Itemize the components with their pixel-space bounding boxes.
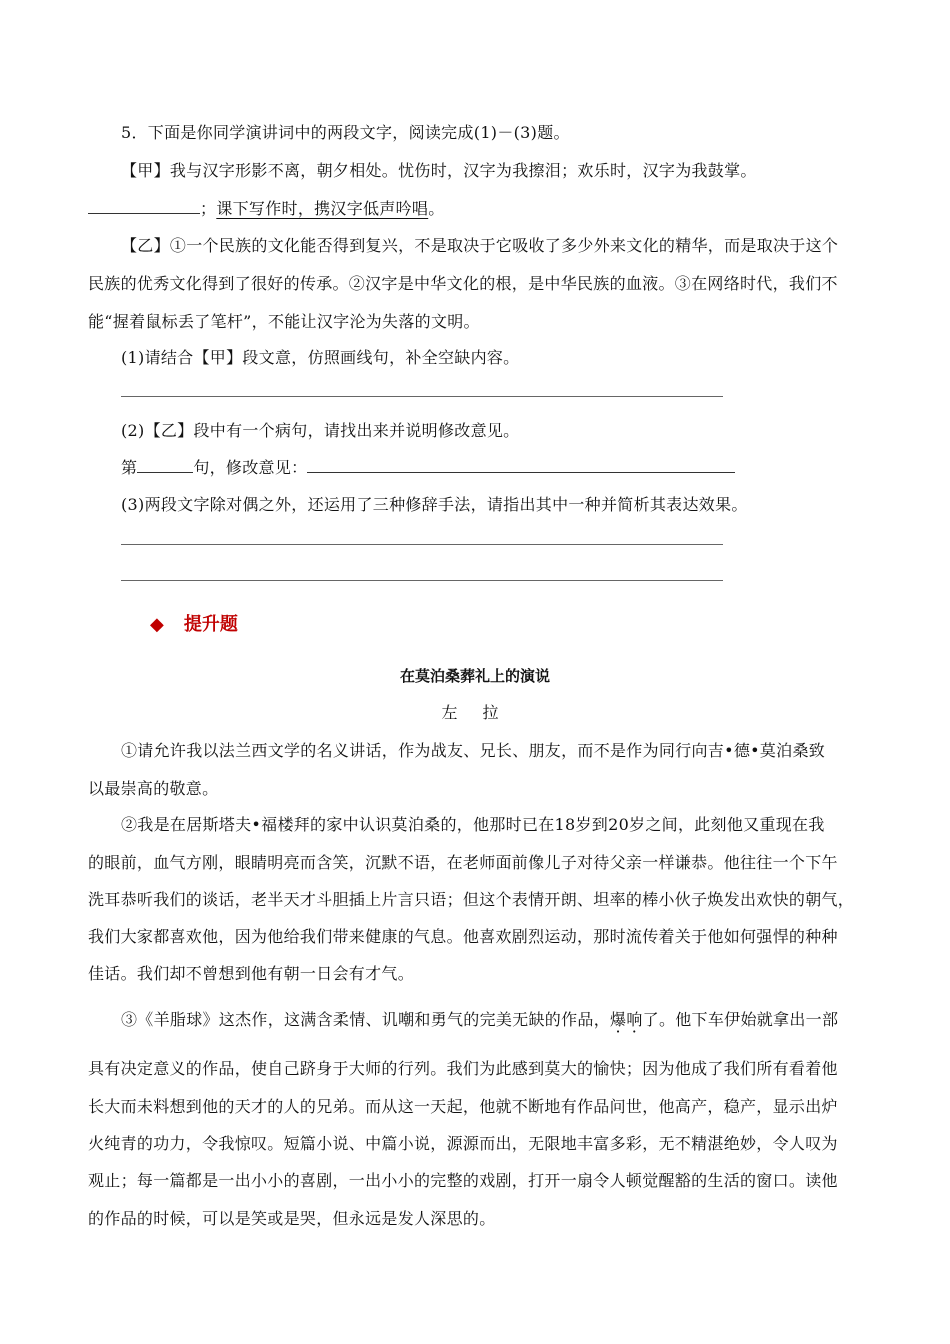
passage-jia-blank-line: [88, 196, 445, 219]
sub-question-2: (2)【乙】段中有一个病句，请找出来并说明修改意见。: [121, 421, 520, 440]
paragraph-3-line-2: 具有决定意义的作品，使自己跻身于大师的行列。我们为此感到莫大的愉快；因为他成了我们所有看着他: [88, 1059, 838, 1078]
sentence-number-blank[interactable]: [137, 458, 193, 473]
sub-question-2-answer: [121, 455, 735, 478]
revision-label: 句，修改意见：: [193, 458, 308, 477]
paragraph-3-text-b: 了。他下车伊始就拿出一部: [642, 1010, 839, 1029]
section-heading: [150, 610, 238, 636]
paragraph-2-line-3: 洗耳恭听我们的谈话，老半天才斗胆插上片言只语；但这个表情开朗、坦率的棒小伙子焕发出欢快的朝气，: [88, 890, 855, 909]
revision-blank[interactable]: [307, 458, 735, 473]
paragraph-3-line-1: [121, 1007, 838, 1030]
underlined-sentence: 课下写作时，携汉字低声吟唱: [216, 199, 429, 218]
fill-blank[interactable]: [88, 199, 200, 214]
sentence-number-prefix: 第: [121, 458, 138, 477]
paragraph-2-line-2: 的眼前，血气方刚，眼睛明亮而含笑，沉默不语，在老师面前像儿子对待父亲一样谦恭。他往往一个下午: [88, 853, 838, 872]
paragraph-3-line-4: 火纯青的功力，令我惊叹。短篇小说、中篇小说，源源而出，无限地丰富多彩，无不精湛绝妙，令人叹为: [88, 1134, 838, 1153]
sentence-end: 。: [428, 199, 445, 218]
question-intro: 5．下面是你同学演讲词中的两段文字，阅读完成(1)－(3)题。: [121, 123, 570, 142]
paragraph-3-line-3: 长大而未料想到他的天才的人的兄弟。而从这一天起，他就不断地有作品问世，他高产，稳产，显示出炉: [88, 1097, 838, 1116]
sub-question-3: (3)两段文字除对偶之外，还运用了三种修辞手法，请指出其中一种并简析其表达效果。: [121, 495, 748, 514]
section-heading-text: 提升题: [183, 614, 238, 635]
answer-line-1[interactable]: [121, 396, 723, 397]
passage-yi-line-3: 能“握着鼠标丢了笔杆”，不能让汉字沦为失落的文明。: [88, 312, 480, 331]
paragraph-1-line-1: ①请允许我以法兰西文学的名义讲话，作为战友、兄长、朋友，而不是作为同行向吉•德•莫泊桑致: [121, 741, 826, 760]
article-author: 左 拉: [441, 703, 509, 722]
paragraph-3-text-a: ③《羊脂球》这杰作，这满含柔情、讥嘲和勇气的完美无缺的作品，: [121, 1010, 611, 1029]
emphasis-dotted-char: 响: [626, 1010, 643, 1029]
passage-yi-line-2: 民族的优秀文化得到了很好的传承。②汉字是中华文化的根，是中华民族的血液。③在网络时代，我们不: [88, 274, 838, 293]
answer-line-3b[interactable]: [121, 580, 723, 581]
paragraph-2-line-1: ②我是在居斯塔夫•福楼拜的家中认识莫泊桑的，他那时已在18岁到20岁之间，此刻他又重现在我: [121, 815, 825, 834]
paragraph-3-line-6: 的作品的时候，可以是笑或是哭，但永远是发人深思的。: [88, 1209, 496, 1228]
paragraph-1-line-2: 以最崇高的敬意。: [88, 779, 219, 798]
paragraph-3-line-5: 观止；每一篇都是一出小小的喜剧，一出小小的完整的戏剧，打开一扇令人顿觉醒豁的生活的窗口。读他: [88, 1171, 838, 1190]
passage-jia-line: 【甲】我与汉字形影不离，朝夕相处。忧伤时，汉字为我擦泪；欢乐时，汉字为我鼓掌。: [121, 161, 757, 180]
blank-suffix: ；: [200, 199, 217, 218]
emphasis-dotted-char: 爆: [610, 1010, 627, 1029]
article-title: 在莫泊桑葬礼上的演说: [399, 667, 550, 685]
paragraph-2-line-5: 佳话。我们却不曾想到他有朝一日会有才气。: [88, 964, 415, 983]
sub-question-1: (1)请结合【甲】段文意，仿照画线句，补全空缺内容。: [121, 348, 520, 367]
diamond-icon: ◆: [150, 614, 164, 635]
passage-yi-line-1: 【乙】①一个民族的文化能否得到复兴，不是取决于它吸收了多少外来文化的精华，而是取决于这个: [121, 236, 839, 255]
paragraph-2-line-4: 我们大家都喜欢他，因为他给我们带来健康的气息。他喜欢剧烈运动，那时流传着关于他如何强悍的种种: [88, 927, 838, 946]
answer-line-3a[interactable]: [121, 544, 723, 545]
